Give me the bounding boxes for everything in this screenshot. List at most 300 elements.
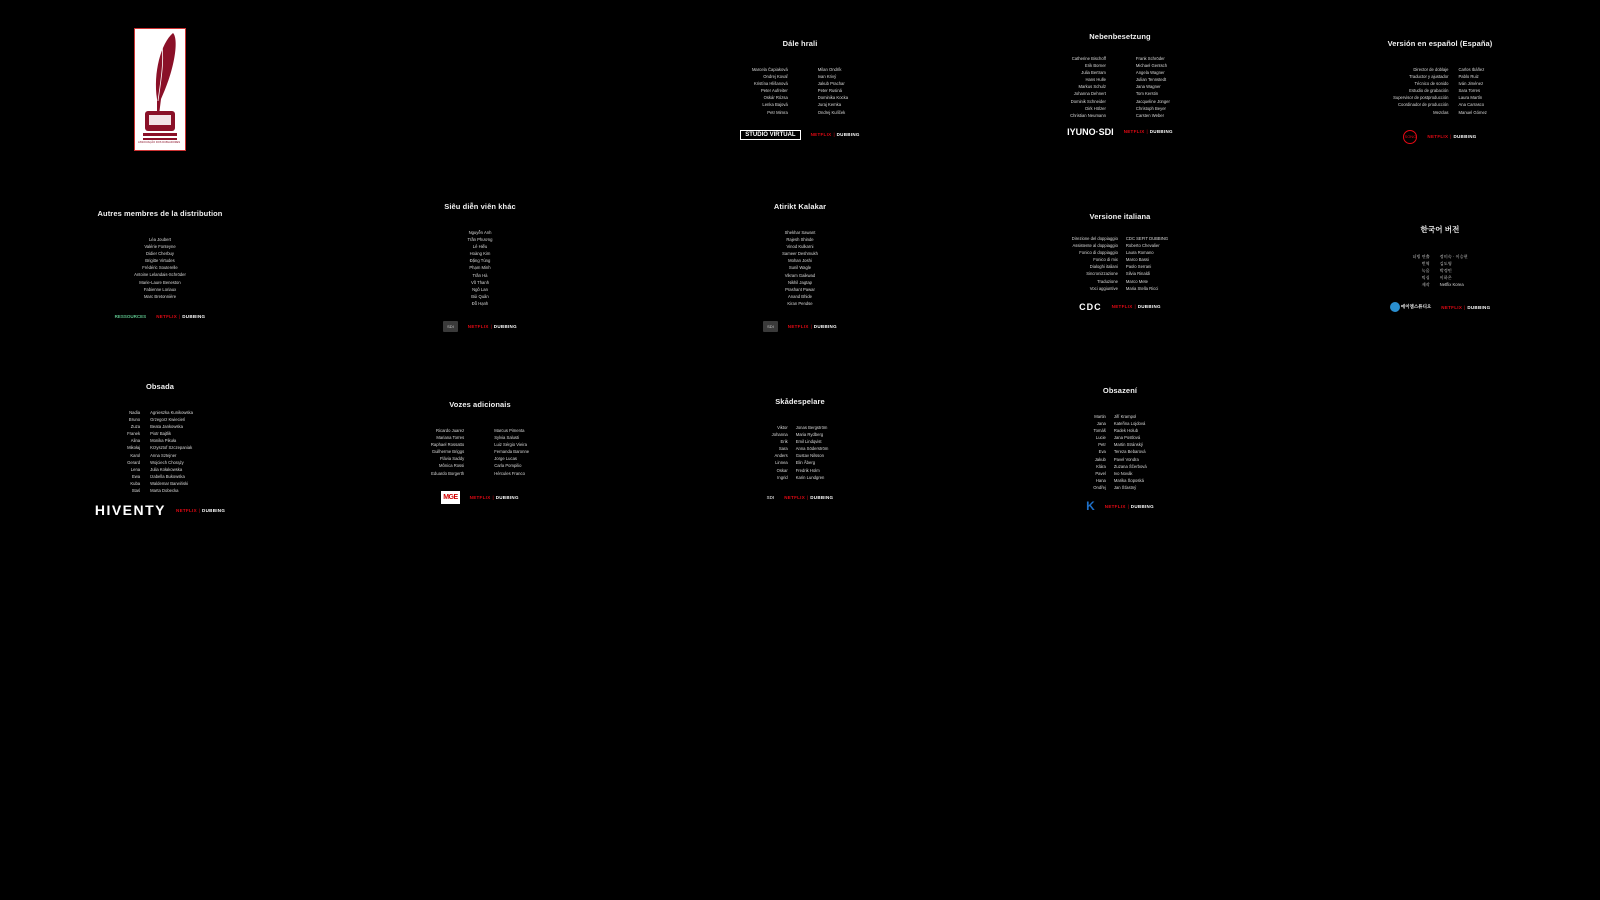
- credit-entry: Jana Postlová: [1113, 435, 1141, 441]
- credit-entry: Peter Rusiná: [817, 88, 842, 94]
- credit-entry: Pablo Ruiz: [1458, 74, 1479, 80]
- credit-entry: Ricardo Juarez: [436, 428, 465, 433]
- credit-entry: Nikhil Jagtap: [788, 279, 812, 285]
- card-footer: [1000, 302, 1240, 312]
- credit-entry: Martin: [1094, 414, 1106, 419]
- dubbing-label: DUBBING: [1137, 304, 1161, 310]
- credit-card-italian: [1000, 212, 1240, 312]
- credit-rows: [680, 424, 920, 481]
- card-title: Obsada: [145, 382, 175, 391]
- credit-entry: Waldemar Barwiński: [150, 480, 189, 486]
- credit-entry: Viktor: [777, 425, 788, 430]
- credit-entry: Laura Romano: [1125, 250, 1154, 256]
- card-footer: [680, 130, 920, 140]
- credit-entry: Karin Lundgren: [795, 474, 825, 480]
- card-title: 한국어 버전: [1420, 225, 1460, 234]
- credit-rows: [1000, 55, 1240, 119]
- credit-entry: Jan Šťastný: [1113, 484, 1137, 490]
- credit-entry: Oskar: [776, 467, 788, 473]
- credit-entry: Marcus Pimenta: [494, 428, 525, 433]
- credit-entry: Léa Joubert: [148, 237, 172, 242]
- credit-entry: Pavel Vondra: [1113, 456, 1139, 462]
- credit-entry: Martin Stránský: [1113, 442, 1143, 448]
- credit-entry: Christian Neumann: [1070, 112, 1106, 118]
- credit-card-vietnamese: [360, 202, 600, 332]
- card-title: Dále hrali: [782, 39, 818, 48]
- credit-entry: Marika Šoposká: [1113, 477, 1144, 483]
- credit-entry: Iván Jiménez: [1458, 81, 1484, 87]
- credit-entry: Luiz Sérgio Vieira: [494, 442, 527, 448]
- credit-entry: Direzione del doppiaggio: [1071, 236, 1118, 241]
- studio-logo: SDI: [443, 321, 458, 332]
- credit-entry: Ivo Novák: [1113, 470, 1133, 476]
- credit-entry: Ngô Lan: [472, 286, 488, 292]
- credit-entry: Ewa: [131, 473, 141, 479]
- credit-entry: Didier Cherbuy: [146, 251, 174, 257]
- netflix-logo: NETFLIX: [1427, 134, 1449, 140]
- card-footer: [1000, 499, 1240, 513]
- credit-entry: Anand Bhide: [788, 293, 812, 299]
- credit-entry: Jana Wagner: [1135, 84, 1161, 90]
- netflix-logo: NETFLIX: [469, 494, 491, 500]
- credit-entry: Petr Mimra: [767, 109, 788, 115]
- credit-entry: Lenka Bajová: [762, 102, 788, 108]
- credit-entry: Lucie: [1095, 435, 1106, 441]
- credit-entry: Ondřej: [1093, 484, 1106, 490]
- credit-entry: 박정민: [1439, 268, 1452, 274]
- card-footer: [40, 314, 280, 319]
- card-title: Versión en español (España): [1387, 39, 1493, 48]
- credit-rows: [1320, 66, 1560, 116]
- studio-logo: K: [1086, 499, 1095, 514]
- credit-entry: Izabella Bukowska: [150, 473, 185, 479]
- credit-rows: [1320, 253, 1560, 288]
- credit-entry: Đặng Tùng: [469, 258, 491, 264]
- credit-column-right: [1114, 413, 1147, 491]
- credit-entry: Marc Bretonnière: [143, 293, 177, 299]
- credit-entry: Jacqueline Jünger: [1135, 98, 1170, 104]
- card-footer: [360, 491, 600, 504]
- credit-entry: 이하은: [1439, 275, 1452, 281]
- credit-rows: [40, 409, 280, 494]
- netflix-dubbing-badge: NETFLIX | DUBBING: [1441, 304, 1491, 310]
- netflix-logo: NETFLIX: [810, 132, 832, 138]
- credit-entry: Raphael Rossatto: [430, 442, 465, 448]
- credit-column: [468, 229, 493, 307]
- studio-logo: SONO: [1403, 130, 1417, 144]
- credit-rows: [40, 236, 280, 300]
- credit-entry: Laura Martín: [1458, 95, 1483, 101]
- credit-entry: Zuzana Ščerbová: [1113, 463, 1147, 469]
- studio-logo: HIVENTY: [94, 502, 167, 519]
- dubbing-label: DUBBING: [810, 494, 834, 500]
- netflix-dubbing-badge: NETFLIX | DUBBING: [1123, 129, 1173, 135]
- credit-entry: Anders: [774, 453, 788, 459]
- card-title: Siêu diễn viên khác: [444, 202, 516, 211]
- credit-entry: Marie-Laure Beneston: [139, 279, 181, 285]
- credit-entry: 번역: [1421, 261, 1430, 267]
- credit-entry: Alina: [130, 438, 141, 444]
- credit-entry: Marta Dobecka: [150, 488, 179, 494]
- credit-card-spanish: [1320, 39, 1560, 144]
- credit-entry: 제작: [1421, 282, 1430, 288]
- credit-entry: Dominik Schneider: [1070, 98, 1106, 104]
- credit-entry: Sylvia Salusti: [494, 435, 520, 441]
- credit-entry: Đỗ Hạnh: [471, 300, 489, 306]
- netflix-logo: NETFLIX: [1123, 129, 1145, 135]
- credit-entry: Carsten Weber: [1135, 112, 1165, 118]
- credit-column: [134, 236, 186, 300]
- credit-card-hindi: [680, 202, 920, 332]
- credit-entry: Beata Jankowska: [150, 424, 183, 430]
- netflix-logo: NETFLIX: [467, 324, 489, 330]
- credit-column-right: [1440, 253, 1468, 288]
- credit-entry: Monika Pikuła: [150, 438, 177, 444]
- credit-column-left: [431, 427, 464, 477]
- credit-entry: Hércules Franco: [494, 470, 525, 476]
- credit-entry: Agnieszka Kunikowska: [150, 410, 193, 415]
- quill-icon: [135, 29, 185, 150]
- studio-logo: MGE: [441, 491, 459, 504]
- credit-entry: 정미숙 · 이승현: [1439, 254, 1468, 259]
- credit-rows: [360, 427, 600, 477]
- credit-entry: Mônica Rossi: [439, 463, 465, 469]
- credit-entry: Tereza Bebarová: [1113, 449, 1146, 455]
- credit-column-right: [818, 66, 848, 116]
- credit-entry: Julia Bertram: [1081, 70, 1106, 76]
- credit-entry: Emil Lindqvist: [795, 439, 822, 445]
- credit-entry: Valérie Fonteyne: [144, 244, 176, 250]
- studio-name: 에이엠스튜디오: [1400, 304, 1432, 310]
- credit-rows: [360, 229, 600, 307]
- credit-entry: Piotr Bajtlik: [150, 431, 172, 437]
- dubbing-label: DUBBING: [1130, 503, 1154, 509]
- credit-rows: [1000, 413, 1240, 491]
- credit-entry: Ingrid: [777, 474, 788, 480]
- netflix-dubbing-badge: NETFLIX | DUBBING: [810, 132, 860, 138]
- studio-logo: [1390, 302, 1432, 312]
- credit-entry: Silvia Rinaldi: [1125, 271, 1150, 277]
- credit-rows: [680, 66, 920, 116]
- credit-entry: Mariana Torres: [436, 435, 465, 441]
- credit-entry: Dominika Kocka: [817, 95, 849, 101]
- credit-entry: Tom Kerstin: [1135, 91, 1159, 97]
- credit-entry: Trần Hà: [472, 272, 488, 278]
- credit-card-french: [40, 209, 280, 319]
- credit-entry: Maria Rydberg: [795, 432, 824, 438]
- credit-card-swedish: [680, 397, 920, 500]
- netflix-logo: NETFLIX: [784, 494, 806, 500]
- credit-entry: Ondrej Kulíček: [817, 109, 846, 115]
- credit-entry: Juraj Kemka: [817, 102, 842, 108]
- credit-entry: Vinod Kulkarni: [786, 244, 814, 250]
- credit-entry: Bùi Quân: [471, 293, 489, 299]
- card-title: Vozes adicionais: [449, 400, 511, 409]
- globe-icon: [1390, 302, 1400, 312]
- dubbing-label: DUBBING: [813, 324, 837, 330]
- credit-entry: Nadia: [129, 410, 141, 415]
- credit-entry: Kuba: [130, 480, 141, 486]
- netflix-logo: NETFLIX: [787, 324, 809, 330]
- credit-entry: Brigitte Virtudes: [145, 258, 175, 264]
- card-footer: [680, 495, 920, 500]
- credit-entry: Ondrej Kovaľ: [763, 74, 788, 80]
- credit-entry: Michael Gentsch: [1135, 63, 1168, 69]
- credit-entry: Estudio de grabación: [1409, 88, 1449, 94]
- credit-entry: Franek: [127, 431, 141, 437]
- studio-name: STUDIO VIRTUAL: [745, 131, 796, 138]
- credit-entry: Vikram Gaikwad: [784, 272, 816, 278]
- netflix-logo: NETFLIX: [1441, 304, 1463, 310]
- credit-card-german: [1000, 32, 1240, 137]
- credit-entry: Guilherme Briggs: [431, 449, 465, 455]
- credit-entry: Coordinador de producción: [1397, 102, 1449, 108]
- credit-entry: Marco Mete: [1125, 278, 1149, 284]
- card-footer: [1000, 127, 1240, 137]
- credit-entry: Zuza: [130, 424, 141, 430]
- credit-entry: 믹싱: [1421, 275, 1430, 281]
- credit-entry: Johanna: [771, 432, 788, 438]
- credit-entry: Gustav Nilsson: [795, 453, 824, 459]
- credit-entry: Julia Kołakowska: [150, 466, 183, 472]
- credit-entry: Mohan Joshi: [788, 258, 812, 264]
- credit-entry: Hans Hulle: [1085, 77, 1106, 83]
- netflix-dubbing-badge: NETFLIX | DUBBING: [467, 324, 517, 330]
- credit-entry: Karol: [130, 452, 141, 458]
- credit-entry: Dirk Hölzer: [1085, 105, 1106, 111]
- credit-entry: Nguyễn Anh: [468, 230, 492, 235]
- studio-logo: SDI: [763, 321, 778, 332]
- credit-entry: Julian Tennstedt: [1135, 77, 1167, 83]
- credit-entry: Carla Pompilio: [494, 463, 522, 469]
- credit-entry: Antoine Lelandais-Schröder: [134, 272, 186, 278]
- credit-entry: Pavel: [1095, 470, 1106, 476]
- dubbing-label: DUBBING: [202, 507, 226, 513]
- credit-entry: Gerard: [127, 459, 141, 465]
- credit-column-right: [1136, 55, 1170, 119]
- credit-entry: Catherine Bischoff: [1071, 56, 1106, 61]
- card-title: Nebenbesetzung: [1089, 32, 1151, 41]
- credit-entry: 녹음: [1421, 268, 1430, 274]
- credit-entry: Fabienne Loriaux: [143, 286, 177, 292]
- credit-entry: Jakub Prachar: [817, 81, 845, 87]
- credit-entry: Kiran Pendse: [787, 300, 813, 306]
- netflix-dubbing-badge: NETFLIX | DUBBING: [787, 324, 837, 330]
- netflix-logo: NETFLIX: [156, 313, 178, 319]
- credit-entry: Traduzione: [1097, 278, 1118, 284]
- credit-column-left: [1072, 235, 1118, 292]
- credit-entry: Oskár Rózsa: [763, 95, 788, 101]
- credit-card-polish: [40, 382, 280, 518]
- credit-entry: Staś: [131, 488, 141, 494]
- credit-entry: Voci aggiuntive: [1089, 285, 1118, 291]
- credit-entry: Radek Holub: [1113, 428, 1139, 434]
- card-footer: [680, 321, 920, 332]
- studio-logo: IYUNO·SDI: [1067, 126, 1114, 137]
- credit-entry: Võ Thanh: [470, 279, 490, 285]
- credit-entry: Erik Borner: [1084, 63, 1106, 69]
- netflix-dubbing-badge: NETFLIX | DUBBING: [1104, 503, 1154, 509]
- netflix-dubbing-badge: NETFLIX | DUBBING: [176, 507, 226, 513]
- credit-entry: Elin Åberg: [795, 460, 816, 466]
- credit-entry: Milan Ondrík: [817, 67, 842, 72]
- quill-inkwell-logo: [134, 28, 186, 151]
- credit-entry: Assistente al doppiaggio: [1072, 243, 1118, 249]
- studio-logo: RESSOURCES: [114, 313, 147, 319]
- credit-entry: Jana: [1096, 421, 1106, 427]
- credit-entry: Manuel Gómez: [1458, 109, 1487, 115]
- credit-column-right: [1459, 66, 1487, 116]
- credit-entry: Sunil Wagle: [788, 265, 812, 271]
- credit-entry: Hoàng Kim: [469, 251, 491, 257]
- dubbing-label: DUBBING: [1467, 304, 1491, 310]
- credit-entry: Maria Stella Ricci: [1125, 285, 1159, 291]
- credit-entry: Fredrik Holm: [795, 467, 820, 473]
- credit-entry: Christoph Beyer: [1135, 105, 1166, 111]
- credit-entry: Wojciech Chorąży: [150, 459, 184, 465]
- credit-entry: 김도영: [1439, 261, 1452, 267]
- credit-entry: Lena: [130, 466, 141, 472]
- credit-entry: CDC SEFIT DUBBING: [1125, 236, 1169, 241]
- credit-card-portuguese: [360, 400, 600, 504]
- credit-column-right: [150, 409, 193, 494]
- credit-entry: Erik: [780, 439, 788, 445]
- studio-logo: CDC: [1079, 301, 1102, 312]
- credit-entry: Lê Hiếu: [472, 244, 488, 250]
- credit-column-left: [127, 409, 140, 494]
- card-footer: [360, 321, 600, 332]
- credit-entry: Dialoghi italiani: [1089, 264, 1118, 270]
- credit-entry: Klára: [1096, 463, 1106, 469]
- netflix-dubbing-badge: NETFLIX | DUBBING: [1427, 134, 1477, 140]
- credit-entry: Mikołaj: [127, 445, 141, 451]
- credit-card-czech: [1000, 386, 1240, 513]
- credit-column-left: [1412, 253, 1429, 288]
- credit-rows: [1000, 235, 1240, 292]
- credit-column-left: [1070, 55, 1106, 119]
- credit-entry: Markus Schulz: [1078, 84, 1106, 90]
- credit-column: [782, 229, 818, 307]
- credit-entry: Jonas Bergström: [795, 425, 828, 430]
- credit-entry: Petr: [1098, 442, 1106, 448]
- credit-entry: Kristína Hlišanová: [754, 81, 788, 87]
- credit-entry: Ivan Krivý: [817, 74, 837, 80]
- credit-entry: Fernanda Baronne: [494, 449, 530, 455]
- dubbing-label: DUBBING: [836, 132, 860, 138]
- credit-entry: Mezclas: [1433, 109, 1449, 115]
- credit-entry: Angela Wagner: [1135, 70, 1165, 76]
- credit-entry: Bruno: [128, 417, 141, 423]
- credit-entry: Flávia Saddy: [439, 456, 465, 462]
- credit-entry: Prashant Pawar: [785, 286, 815, 292]
- credit-column-left: [1093, 413, 1106, 491]
- credit-entry: Kateřina Lojdová: [1113, 421, 1146, 427]
- credit-entry: Krzysztof Szczepaniak: [150, 445, 193, 451]
- credit-entry: Marcela Čapiaková: [751, 67, 788, 72]
- credit-entry: Johanna Dehnert: [1073, 91, 1106, 97]
- credit-entry: Técnico de sonido: [1414, 81, 1449, 87]
- netflix-dubbing-badge: NETFLIX | DUBBING: [469, 494, 519, 500]
- credit-entry: Rajesh Shinde: [786, 237, 814, 243]
- logo-caption: ASSOCIAÇÃO DOS DUBLADORES: [138, 141, 181, 144]
- netflix-logo: NETFLIX: [1111, 304, 1133, 310]
- credit-rows: [680, 229, 920, 307]
- credit-entry: Netflix Korea: [1439, 282, 1464, 288]
- credit-entry: Jorge Lucas: [494, 456, 517, 462]
- credit-entry: Peter Aufreiter: [761, 88, 788, 94]
- credit-entry: Linnea: [775, 460, 788, 466]
- netflix-dubbing-badge: NETFLIX | DUBBING: [156, 313, 206, 319]
- credit-card-korean: [1320, 224, 1560, 312]
- credit-entry: Frank Schröder: [1135, 56, 1165, 61]
- credit-entry: Marco Bassi: [1125, 257, 1149, 263]
- dubbing-label: DUBBING: [182, 313, 206, 319]
- credit-entry: Tomáš: [1093, 428, 1106, 434]
- dubbing-label: DUBBING: [495, 494, 519, 500]
- credit-entry: Jakub: [1094, 456, 1106, 462]
- credit-column-left: [752, 66, 788, 116]
- credit-entry: Traductor y ajustador: [1409, 74, 1449, 80]
- credit-entry: Grzegorz Kwiecień: [150, 417, 186, 423]
- credit-entry: Fonico di doppiaggio: [1079, 250, 1118, 256]
- credit-card-slovak: [680, 39, 920, 140]
- credit-entry: Fonico di mix: [1093, 257, 1118, 263]
- card-footer: [1320, 130, 1560, 144]
- studio-logo: SDI: [766, 494, 775, 500]
- credit-entry: Sara Torres: [1458, 88, 1481, 94]
- dubbing-label: DUBBING: [1149, 129, 1173, 135]
- credit-column-left: [772, 424, 788, 481]
- card-title: Skådespelare: [775, 397, 825, 406]
- netflix-dubbing-badge: NETFLIX | DUBBING: [784, 494, 834, 500]
- netflix-dubbing-badge: NETFLIX | DUBBING: [1111, 304, 1161, 310]
- card-footer: [1320, 302, 1560, 312]
- card-title: Autres membres de la distribution: [97, 209, 223, 218]
- card-title: Versione italiana: [1089, 212, 1151, 221]
- credit-entry: Jiří Krampol: [1113, 414, 1137, 419]
- credit-column-right: [1126, 235, 1168, 292]
- credit-entry: Anna Söderström: [795, 446, 829, 452]
- netflix-logo: NETFLIX: [1104, 503, 1126, 509]
- card-title: Atirikt Kalakar: [773, 202, 827, 211]
- credit-entry: Carlos Ibáñez: [1458, 67, 1485, 72]
- credit-entry: Roberto Chevalier: [1125, 243, 1160, 249]
- credit-column-right: [796, 424, 829, 481]
- credit-entry: Director de doblaje: [1413, 67, 1449, 72]
- card-footer: [40, 502, 280, 518]
- credit-entry: Paolo Serrani: [1125, 264, 1152, 270]
- studio-logo: [740, 130, 800, 140]
- credit-entry: Sara: [778, 446, 788, 452]
- credit-entry: Supervisor de postproducción: [1393, 95, 1449, 101]
- credit-column-right: [494, 427, 529, 477]
- credit-entry: Frédéric Souterelle: [142, 265, 178, 271]
- netflix-logo: NETFLIX: [176, 507, 197, 513]
- credit-entry: Eduardo Borgerth: [431, 470, 465, 476]
- dubbing-label: DUBBING: [1453, 134, 1477, 140]
- credit-entry: Sameer Deshmukh: [782, 251, 818, 257]
- credit-entry: Phạm Minh: [469, 265, 491, 271]
- credit-entry: Eva: [1098, 449, 1106, 455]
- credit-entry: Sincronizzazione: [1086, 271, 1118, 277]
- card-title: Obsazení: [1102, 386, 1138, 395]
- dubbing-label: DUBBING: [493, 324, 517, 330]
- credit-entry: Anna Sztejner: [150, 452, 177, 458]
- credit-column-left: [1393, 66, 1448, 116]
- credit-entry: Trần Phương: [467, 237, 493, 243]
- credit-entry: Hana: [1095, 477, 1106, 483]
- credit-entry: Ana Carrasco: [1458, 102, 1485, 108]
